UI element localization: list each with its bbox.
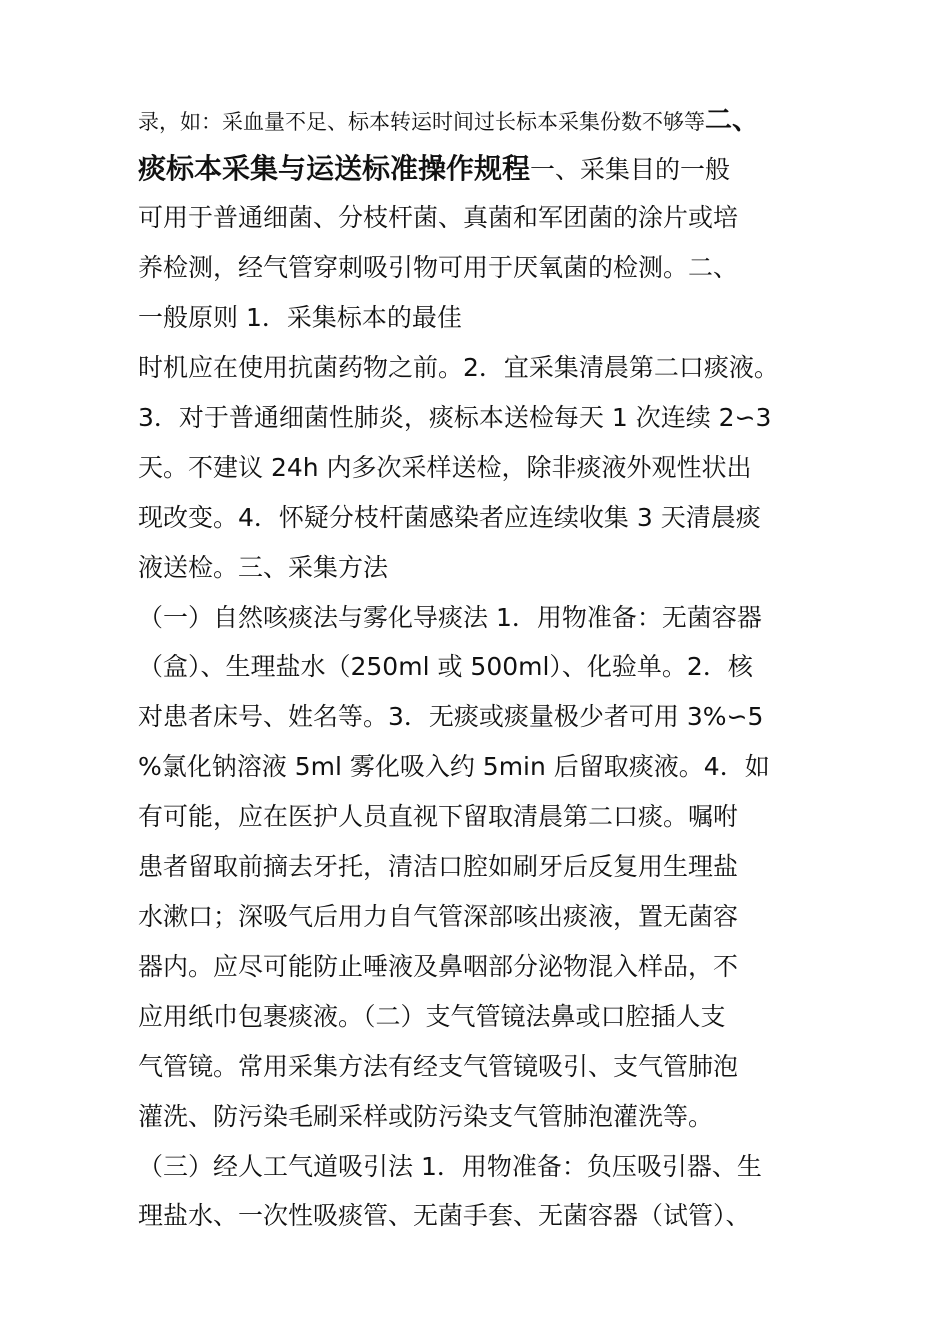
text-line-1 [138,106,838,137]
text-line: 灌洗、防污染毛刷采样或防污染支气管肺泡灌洗等。 [138,1102,714,1131]
text-line: （三）经人工气道吸引法 1．用物准备：负压吸引器、生 [138,1152,762,1181]
text-run: 录，如：采血量不足、标本转运时间过长标本采集份数不够等 [138,110,705,134]
text-line: 现改变。4．怀疑分枝杆菌感染者应连续收集 3 天清晨痰 [138,503,761,532]
text-line: 一般原则 1．采集标本的最佳 [138,303,462,332]
text-line: 器内。应尽可能防止唾液及鼻咽部分泌物混入样品，不 [138,952,739,981]
text-line: 养检测，经气管穿刺吸引物可用于厌氧菌的检测。二、 [138,253,739,282]
text-line: 可用于普通细菌、分枝杆菌、真菌和军团菌的涂片或培 [138,203,739,232]
text-line: 应用纸巾包裹痰液。（二）支气管镜法鼻或口腔插人支 [138,1002,726,1031]
text-line: （盒）、生理盐水（250ml 或 500ml）、化验单。2．核 [138,652,753,681]
text-line: 对患者床号、姓名等。3．无痰或痰量极少者可用 3%∽5 [138,702,764,731]
text-line: %氯化钠溶液 5ml 雾化吸入约 5min 后留取痰液。4．如 [138,752,770,781]
text-line: （一）自然咳痰法与雾化导痰法 1．用物准备：无菌容器 [138,603,762,632]
text-line: 气管镜。常用采集方法有经支气管镜吸引、支气管肺泡 [138,1052,739,1081]
text-line: 天。不建议 24h 内多次采样送检，除非痰液外观性状出 [138,453,752,482]
text-line-2 [138,154,838,185]
text-line: 有可能，应在医护人员直视下留取清晨第二口痰。嘱咐 [138,802,739,831]
text-run: 一、采集目的一般 [530,155,731,184]
text-line: 时机应在使用抗菌药物之前。2．宜采集清晨第二口痰液。 [138,353,779,382]
text-line: 理盐水、一次性吸痰管、无菌手套、无菌容器（试管）、 [138,1201,751,1230]
section-heading-number: 二、 [705,105,759,136]
text-line: 液送检。三、采集方法 [138,553,389,582]
text-line: 水漱口；深吸气后用力自气管深部咳出痰液，置无菌容 [138,902,739,931]
text-line: 3．对于普通细菌性肺炎，痰标本送检每天 1 次连续 2∽3 [138,403,772,432]
section-heading: 痰标本采集与运送标准操作规程 [138,152,531,185]
text-line: 患者留取前摘去牙托，清洁口腔如刷牙后反复用生理盐 [138,852,739,881]
